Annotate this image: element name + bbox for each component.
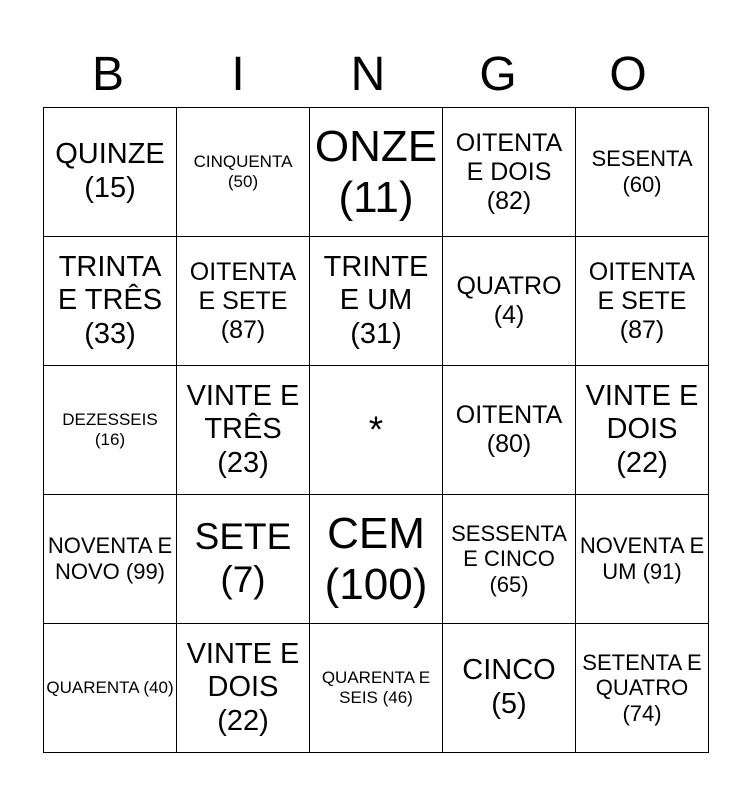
bingo-cell[interactable]: VINTE E TRÊS (23) [177, 366, 310, 495]
bingo-cell[interactable]: QUINZE (15) [44, 108, 177, 237]
bingo-cell[interactable]: QUARENTA E SEIS (46) [310, 624, 443, 753]
bingo-cell[interactable]: NOVENTA E NOVO (99) [44, 495, 177, 624]
bingo-cell[interactable]: OITENTA E SETE (87) [576, 237, 709, 366]
bingo-cell[interactable]: QUARENTA (40) [44, 624, 177, 753]
header-letter-g: G [479, 48, 517, 101]
bingo-cell[interactable]: CINQUENTA (50) [177, 108, 310, 237]
bingo-cell[interactable]: SETENTA E QUATRO (74) [576, 624, 709, 753]
card-row [44, 237, 709, 366]
bingo-cell[interactable]: SESSENTA E CINCO (65) [443, 495, 576, 624]
bingo-cell[interactable]: DEZESSEIS (16) [44, 366, 177, 495]
bingo-cell[interactable]: CEM (100) [310, 495, 443, 624]
bingo-cell[interactable]: OITENTA E SETE (87) [177, 237, 310, 366]
bingo-cell[interactable]: ONZE (11) [310, 108, 443, 237]
card-row [44, 495, 709, 624]
bingo-cell[interactable]: SESENTA (60) [576, 108, 709, 237]
bingo-cell[interactable]: CINCO (5) [443, 624, 576, 753]
header-letter-i: I [231, 48, 245, 101]
bingo-cell[interactable]: VINTE E DOIS (22) [177, 624, 310, 753]
header-letter-b: B [91, 48, 124, 101]
bingo-cell[interactable]: NOVENTA E UM (91) [576, 495, 709, 624]
bingo-cell[interactable]: TRINTE E UM (31) [310, 237, 443, 366]
header-letter-o: O [609, 48, 647, 101]
bingo-cell[interactable]: OITENTA (80) [443, 366, 576, 495]
card-row [44, 624, 709, 753]
bingo-cell[interactable]: SETE (7) [177, 495, 310, 624]
bingo-header [43, 44, 693, 106]
card-row [44, 366, 709, 495]
bingo-cell[interactable]: TRINTA E TRÊS (33) [44, 237, 177, 366]
bingo-card [43, 107, 709, 753]
bingo-cell[interactable]: VINTE E DOIS (22) [576, 366, 709, 495]
free-space-cell[interactable]: * [310, 366, 443, 495]
card-row [44, 108, 709, 237]
bingo-cell[interactable]: OITENTA E DOIS (82) [443, 108, 576, 237]
header-letter-n: N [350, 48, 386, 101]
bingo-cell[interactable]: QUATRO (4) [443, 237, 576, 366]
